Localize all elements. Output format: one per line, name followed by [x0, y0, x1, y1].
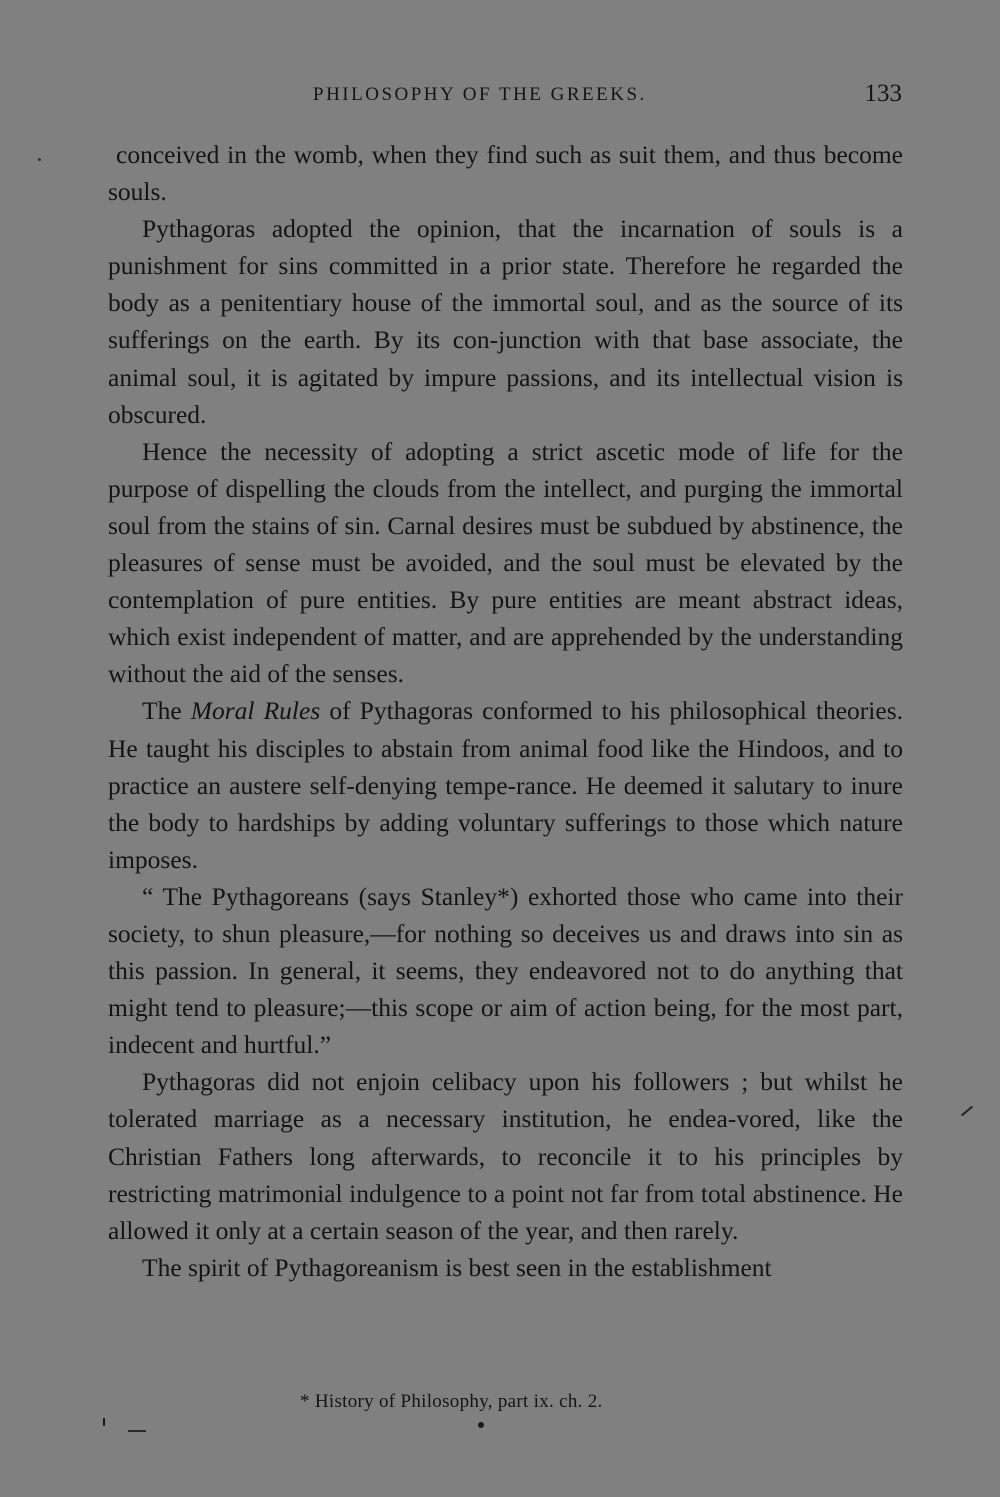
- paragraph-rest: of Pythagoras conformed to his philosophical theories. He taught his disciples to abstain from animal food like the Hindoos, and to practice an austere self-denying tempe-rance. He deemed it salutary to inure the body to hardships by adding voluntary sufferings to those which nature imposes.: [108, 696, 903, 874]
- paragraph: Pythagoras did not enjoin celibacy upon his followers ; but whilst he tolerated marriage as a necessary institution, he endea-vored, like the Christian Fathers long afterwards, to reconcile it to his principles by restricting matrimonial indulgence to a point not far from total abstinence. He allowed it only at a certain season of the year, and then rarely.: [108, 1067, 903, 1245]
- running-head: [108, 80, 908, 114]
- scan-speck: [38, 158, 41, 161]
- paragraph: Pythagoras adopted the opinion, that the incarnation of souls is a punishment for sins committed in a prior state. Therefore he regarded the body as a penitentiary house of the immortal soul, and as the source of its sufferings on the earth. By its con-junction with that base associate, the animal soul, it is agitated by impure passions, and its intellectual vision is obscured.: [108, 214, 903, 429]
- paragraph: conceived in the womb, when they find such as suit them, and thus become souls.: [108, 140, 903, 207]
- paragraph: [108, 692, 903, 877]
- paragraph-lead: The: [142, 696, 191, 726]
- paragraph: The spirit of Pythagoreanism is best seen in the establishment: [142, 1252, 772, 1282]
- scan-speck: [128, 1430, 146, 1432]
- page-number: 133: [864, 80, 902, 107]
- scan-speck: [478, 1422, 484, 1428]
- body-text: [108, 136, 903, 1286]
- scan-speck: [103, 1418, 105, 1426]
- paragraph: “ The Pythagoreans (says Stanley*) exhorted those who came into their society, to shun pleasure,—for nothing so deceives us and draws into sin as this passion. In general, it seems, they endeavored not to do anything that might tend to pleasure;—this scope or aim of action being, for the most part, indecent and hurtful.”: [108, 881, 903, 1060]
- scan-speck: [961, 1106, 973, 1117]
- footnote: * History of Philosophy, part ix. ch. 2.: [300, 1391, 603, 1412]
- running-title: PHILOSOPHY OF THE GREEKS.: [313, 84, 647, 105]
- paragraph: Hence the necessity of adopting a strict ascetic mode of life for the purpose of dispelling the clouds from the intellect, and purging the immortal soul from the stains of sin. Carnal desires must be subdued by abstinence, the pleasures of sense must be avoided, and the soul must be elevated by the contemplation of pure entities. By pure entities are meant abstract ideas, which exist independent of matter, and are apprehended by the understanding without the aid of the senses.: [108, 436, 903, 689]
- italic-term: Moral Rules: [190, 696, 321, 726]
